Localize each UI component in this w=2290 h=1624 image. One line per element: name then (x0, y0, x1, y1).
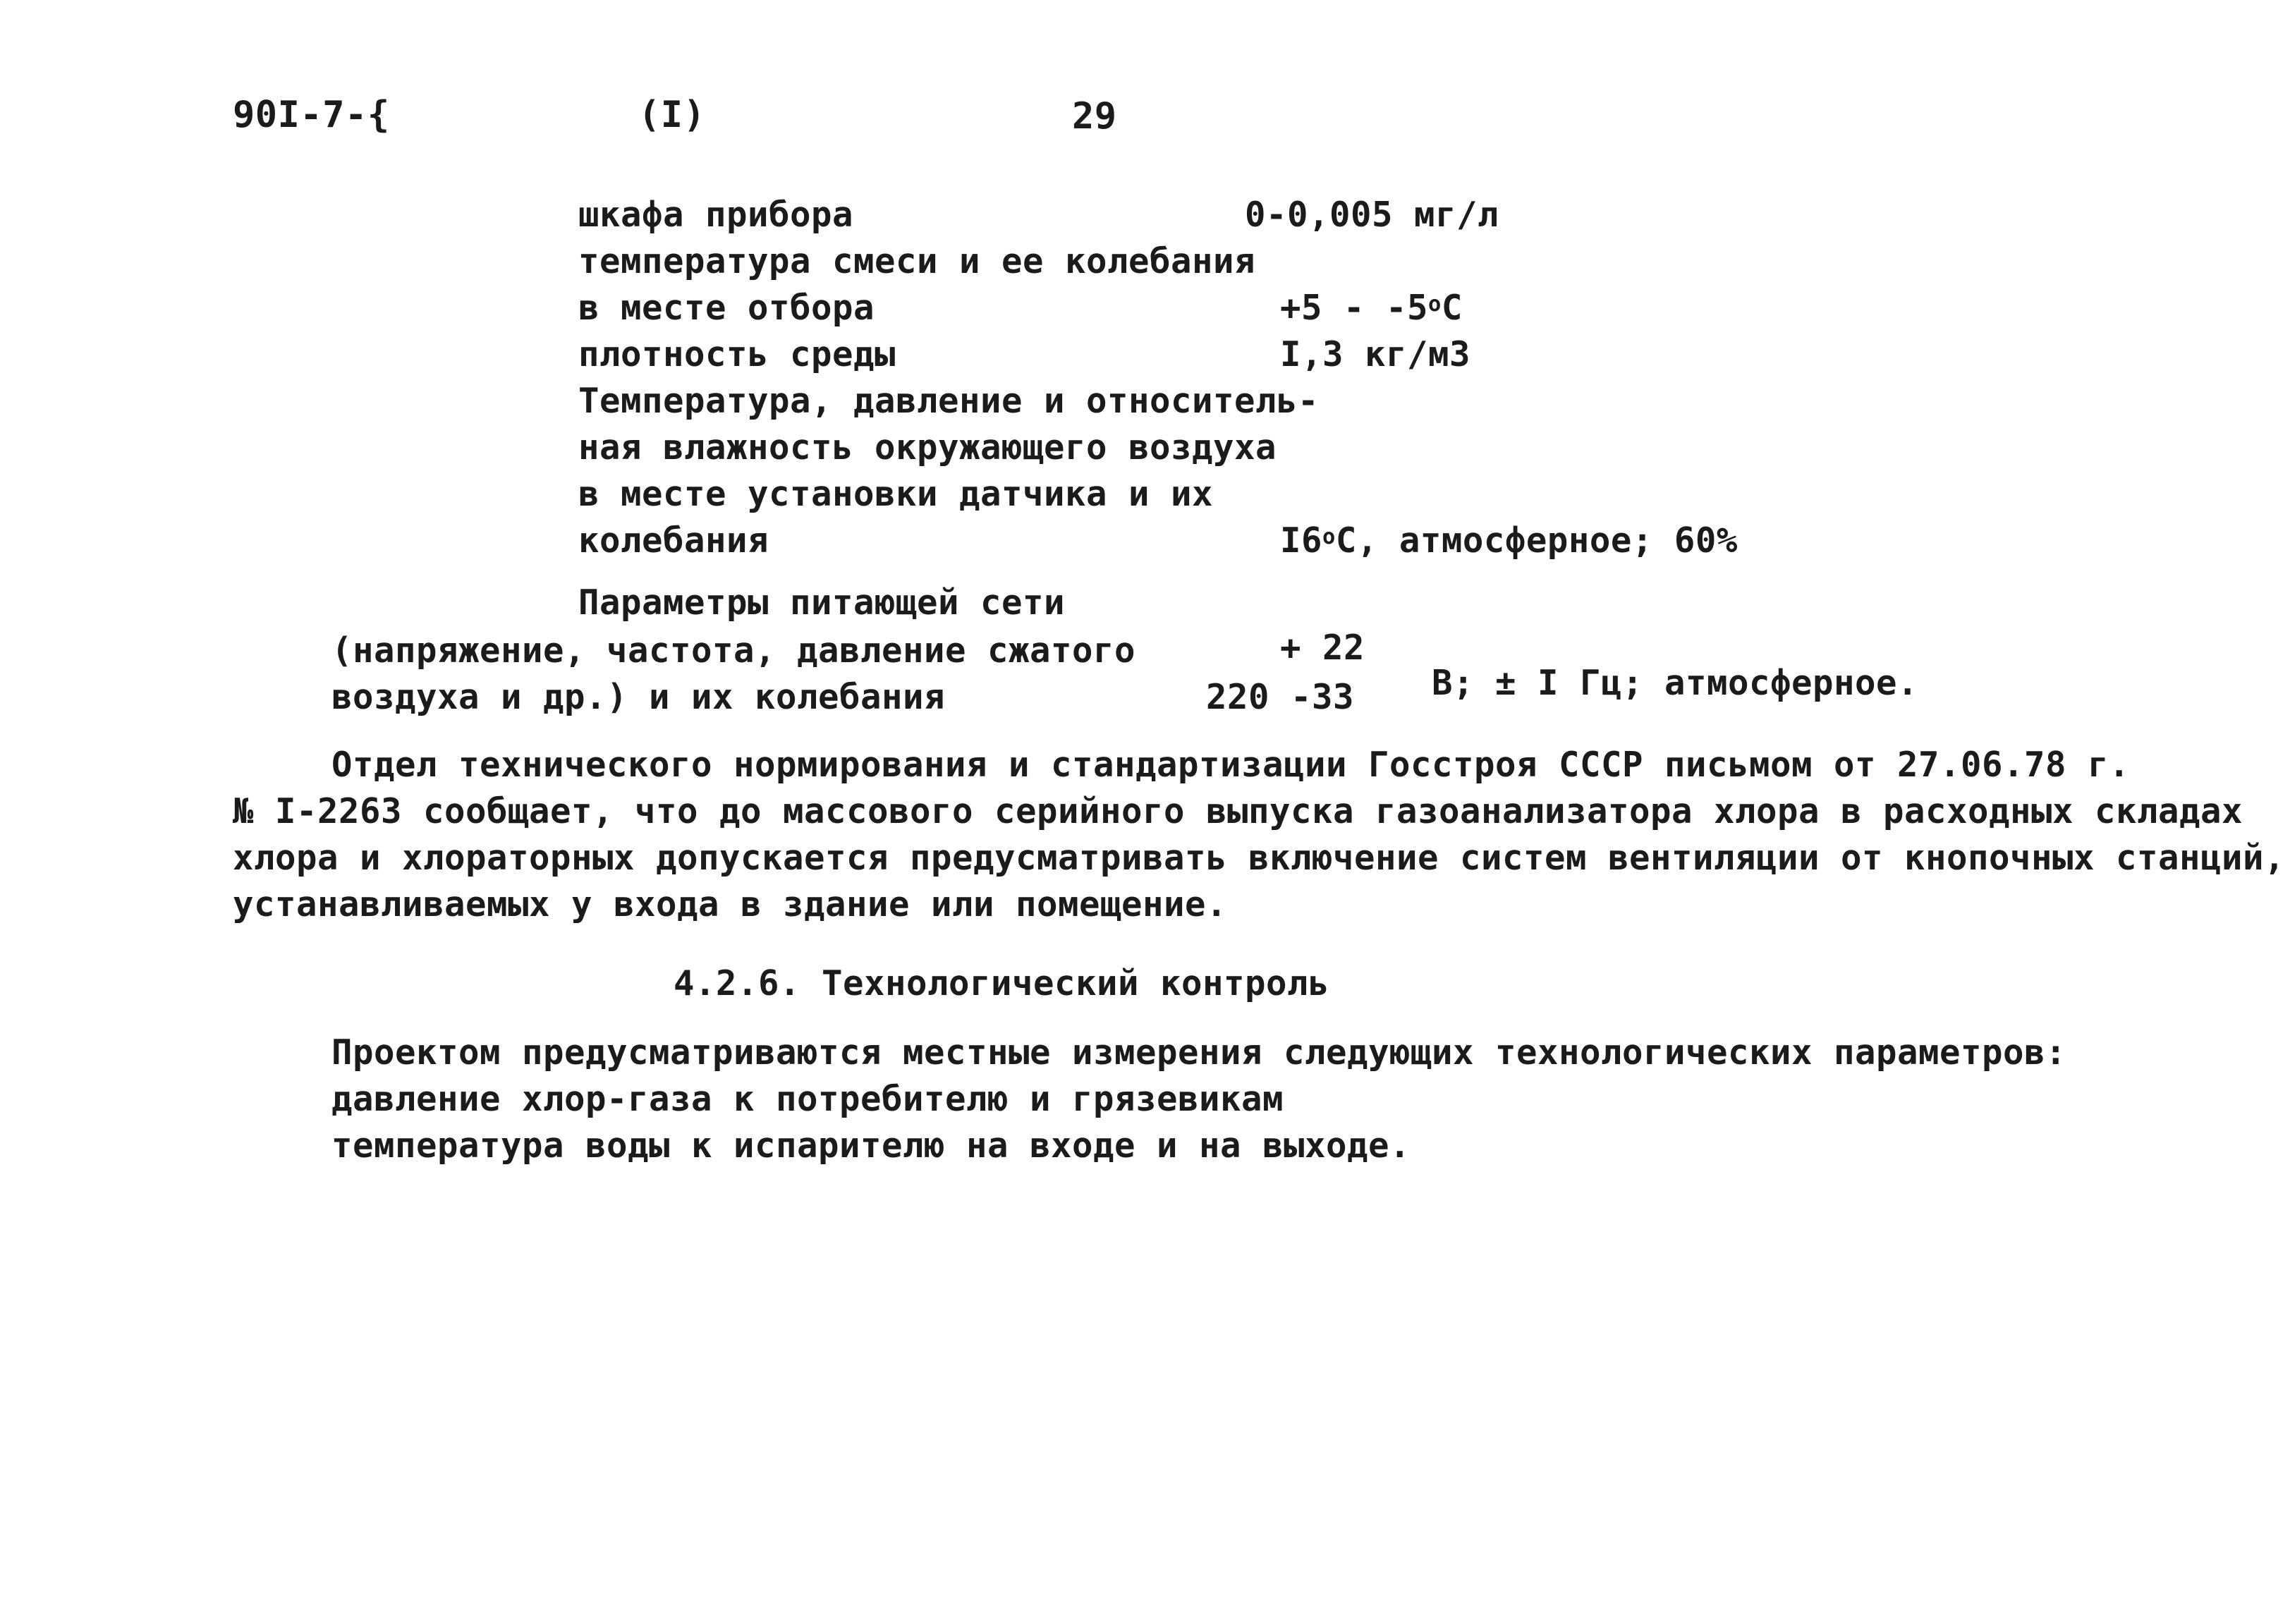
value-unit: С (1441, 288, 1463, 328)
value-text: +5 - -5 (1280, 288, 1429, 328)
paragraph-line: хлора и хлораторных допускается предусматривать включение систем вентиляции от кнопочных станций, (233, 838, 2286, 878)
param-value: В; ± I Гц; атмосферное. (1432, 663, 1919, 703)
voltage-tolerance-plus: + 22 (1280, 628, 1365, 668)
paragraph-line: температура воды к испарителю на входе и на выходе. (331, 1125, 1411, 1166)
degree-symbol: о (1428, 292, 1442, 317)
param-label: Температура, давление и относитель- (578, 381, 1320, 421)
document-code: 90I-7-{ (233, 94, 390, 136)
document-part: (I) (638, 94, 706, 136)
param-label: в месте отбора (578, 288, 875, 328)
value-unit: С, атмосферное; 60% (1335, 520, 1738, 561)
value-text: I6 (1280, 520, 1323, 561)
param-value: I,3 кг/м3 (1280, 334, 1471, 374)
param-label: ная влажность окружающего воздуха (578, 427, 1277, 468)
paragraph-line: устанавливаемых у входа в здание или помещение. (233, 884, 1228, 924)
param-value (1280, 285, 1463, 331)
param-label: (напряжение, частота, давление сжатого (331, 630, 1136, 671)
param-label: колебания (578, 520, 769, 561)
param-label: плотность среды (578, 334, 896, 374)
paragraph-line: Отдел технического нормирования и стандартизации Госстроя СССР письмом от 27.06.78 г. (331, 745, 2131, 785)
degree-symbol: о (1322, 525, 1336, 550)
paragraph-line: давление хлор-газа к потребителю и грязевикам (331, 1079, 1284, 1119)
param-label: шкафа прибора (578, 195, 854, 235)
voltage-nominal: 220 -33 (1206, 677, 1355, 717)
param-label: температура смеси и ее колебания (578, 241, 1256, 281)
param-value (1280, 518, 1738, 564)
paragraph-line: № I-2263 сообщает, что до массового серийного выпуска газоанализатора хлора в расходных складах (233, 791, 2243, 831)
param-label: воздуха и др.) и их колебания (331, 677, 946, 717)
paragraph-line: Проектом предусматриваются местные измерения следующих технологических параметров: (331, 1032, 2067, 1073)
param-value: 0-0,005 мг/л (1245, 195, 1499, 235)
param-label: в месте установки датчика и их (578, 474, 1214, 514)
section-heading: 4.2.6. Технологический контроль (674, 963, 1330, 1003)
param-label: Параметры питающей сети (578, 582, 1066, 623)
page-number: 29 (1072, 95, 1117, 138)
